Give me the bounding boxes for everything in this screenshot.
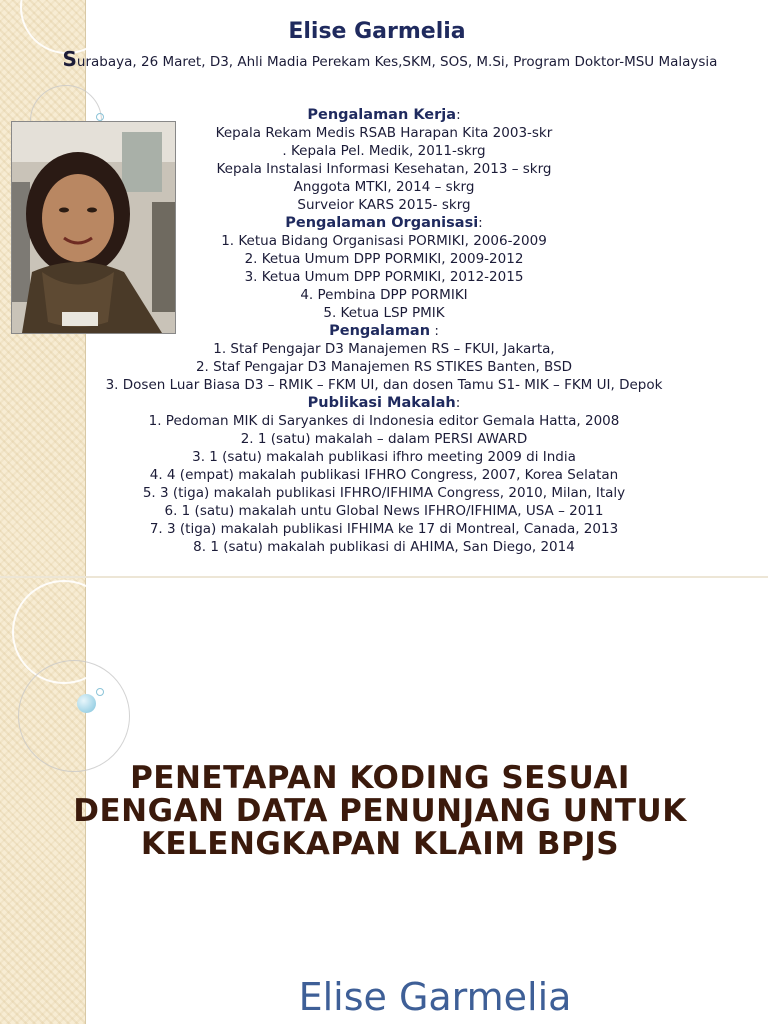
decorative-bubble: [77, 694, 96, 713]
presenter-name: Elise Garmelia: [298, 975, 572, 1019]
list-item: Surveior KARS 2015- skrg: [297, 197, 471, 213]
title-line: DENGAN DATA PENUNJANG UNTUK: [73, 793, 687, 829]
experience-heading-text: Pengalaman: [329, 323, 431, 339]
publication-heading-text: Publikasi Makalah: [307, 395, 456, 411]
list-item: 3. Dosen Luar Biasa D3 – RMIK – FKM UI, dan dosen Tamu S1- MIK – FKM UI, Depok: [105, 377, 663, 393]
list-item: . Kepala Pel. Medik, 2011-skrg: [282, 143, 486, 159]
list-item: Kepala Instalasi Informasi Kesehatan, 2013 – skrg: [216, 161, 552, 177]
org-section: [64, 214, 704, 322]
list-item: 4. 4 (empat) makalah publikasi IFHRO Congress, 2007, Korea Selatan: [149, 467, 619, 483]
bio-intro-text: urabaya, 26 Maret, D3, Ahli Madia Perekam Kes,SKM, SOS, M.Si, Program Doktor-MSU Malaysia: [76, 54, 718, 70]
publication-section: [64, 394, 704, 556]
list-item: 3. Ketua Umum DPP PORMIKI, 2012-2015: [244, 269, 524, 285]
bio-intro: [50, 47, 730, 71]
list-item: 8. 1 (satu) makalah publikasi di AHIMA, San Diego, 2014: [193, 539, 575, 555]
presentation-title: [50, 762, 710, 861]
work-heading: Pengalaman Kerja:: [307, 107, 461, 123]
experience-section: [64, 322, 704, 394]
list-item: 2. Staf Pengajar D3 Manajemen RS STIKES Banten, BSD: [195, 359, 573, 375]
cv-content: [64, 106, 704, 556]
title-line: PENETAPAN KODING SESUAI: [130, 760, 630, 796]
bio-intro-initial: S: [62, 47, 77, 71]
publication-heading: Publikasi Makalah:: [307, 395, 461, 411]
list-item: 1. Ketua Bidang Organisasi PORMIKI, 2006-2009: [221, 233, 547, 249]
org-heading-text: Pengalaman Organisasi: [285, 215, 479, 231]
list-item: 3. 1 (satu) makalah publikasi ifhro meeting 2009 di India: [192, 449, 576, 465]
list-item: 1. Staf Pengajar D3 Manajemen RS – FKUI, Jakarta,: [213, 341, 555, 357]
list-item: Kepala Rekam Medis RSAB Harapan Kita 2003-skr: [215, 125, 553, 141]
list-item: 1. Pedoman MIK di Saryankes di Indonesia editor Gemala Hatta, 2008: [148, 413, 620, 429]
list-item: 7. 3 (tiga) makalah publikasi IFHIMA ke 17 di Montreal, Canada, 2013: [149, 521, 619, 537]
decorative-ring: [18, 660, 130, 772]
list-item: 6. 1 (satu) makalah untu Global News IFHRO/IFHIMA, USA – 2011: [164, 503, 604, 519]
work-section: [64, 106, 704, 214]
list-item: 2. Ketua Umum DPP PORMIKI, 2009-2012: [244, 251, 524, 267]
decorative-bubble: [96, 688, 104, 696]
slide-separator: [0, 576, 768, 578]
work-heading-text: Pengalaman Kerja: [307, 107, 457, 123]
bio-name: Elise Garmelia: [288, 19, 466, 44]
list-item: 5. Ketua LSP PMIK: [323, 305, 445, 321]
list-item: 4. Pembina DPP PORMIKI: [300, 287, 468, 303]
list-item: 2. 1 (satu) makalah – dalam PERSI AWARD: [240, 431, 528, 447]
list-item: Anggota MTKI, 2014 – skrg: [293, 179, 475, 195]
experience-heading: Pengalaman :: [329, 323, 439, 339]
title-line: KELENGKAPAN KLAIM BPJS: [140, 826, 620, 862]
org-heading: Pengalaman Organisasi:: [285, 215, 483, 231]
list-item: 5. 3 (tiga) makalah publikasi IFHRO/IFHIMA Congress, 2010, Milan, Italy: [142, 485, 626, 501]
